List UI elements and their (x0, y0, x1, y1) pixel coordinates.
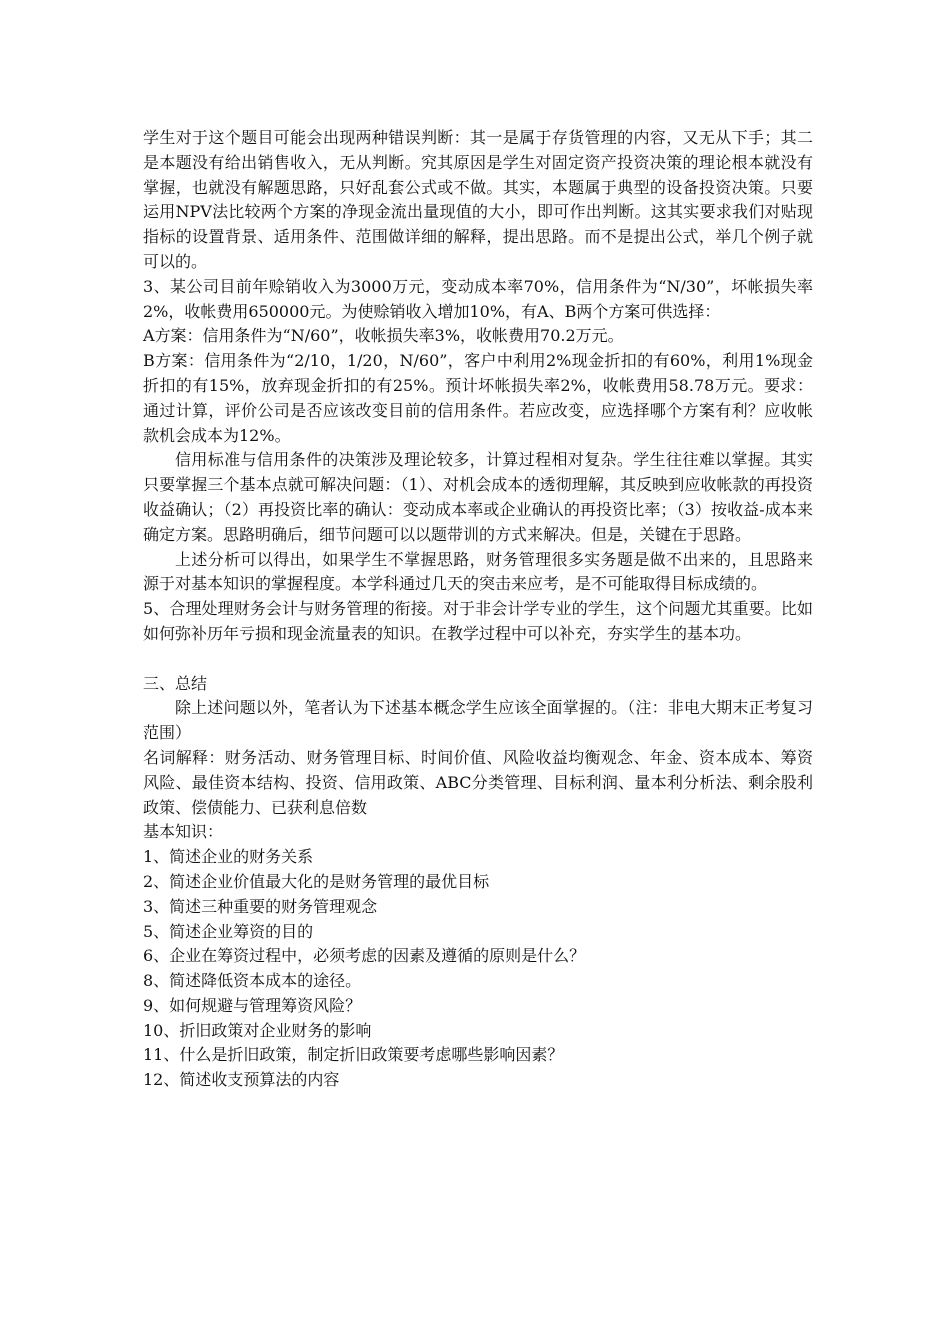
paragraph-conclusion-analysis: 上述分析可以得出，如果学生不掌握思路，财务管理很多实务题是做不出来的，且思路来源于对基本知识的掌握程度。本学科通过几天的突击来应考，是不可能取得目标成绩的。 (143, 549, 813, 594)
document-body (143, 126, 813, 1093)
list-item: 3、简述三种重要的财务管理观念 (143, 896, 378, 916)
list-item: 10、折旧政策对企业财务的影响 (143, 1020, 372, 1040)
paragraph-basic-knowledge-heading: 基本知识： (143, 822, 224, 842)
paragraph-plan-a: A方案：信用条件为“N/60”，收帐损失率3%，收帐费用70.2万元。 (143, 326, 624, 346)
paragraph-error-analysis: 学生对于这个题目可能会出现两种错误判断：其一是属于存货管理的内容，又无从下手；其二是本题没有给出销售收入，无从判断。究其原因是学生对固定资产投资决策的理论根本就没有掌握，也就没有解题思路，只好乱套公式或不做。其实，本题属于典型的设备投资决策。只要运用NPV法比较两个方案的净现金流出量现值的大小，即可作出判断。这其实要求我们对贴现指标的设置背景、适用条件、范围做详细的解释，提出思路。而不是提出公式，举几个例子就可以的。 (143, 128, 813, 271)
list-item: 2、简述企业价值最大化的是财务管理的最优目标 (143, 871, 490, 891)
knowledge-list (143, 845, 813, 1093)
list-item: 9、如何规避与管理筹资风险？ (143, 995, 362, 1015)
paragraph-summary-intro: 除上述问题以外，笔者认为下述基本概念学生应该全面掌握的。（注：非电大期末正考复习范围） (143, 698, 813, 743)
paragraph-point-5: 5、合理处理财务会计与财务管理的衔接。对于非会计学专业的学生，这个问题尤其重要。比如如何弥补历年亏损和现金流量表的知识。在教学过程中可以补充，夯实学生的基本功。 (143, 599, 813, 643)
list-item: 12、简述收支预算法的内容 (143, 1070, 340, 1090)
paragraph-plan-b: B方案：信用条件为“2/10，1/20，N/60”，客户中利用2%现金折扣的有60%，利用1%现金折扣的有15%，放弃现金折扣的有25%。预计坏帐损失率2%，收帐费用58.78万元。要求：通过计算，评价公司是否应该改变目前的信用条件。若应改变，应选择哪个方案有利？应收帐款机会成本为12%。 (143, 351, 813, 445)
list-item: 5、简述企业筹资的目的 (143, 921, 314, 941)
paragraph-credit-analysis: 信用标准与信用条件的决策涉及理论较多，计算过程相对复杂。学生往往难以掌握。其实只要掌握三个基本点就可解决问题：（1）、对机会成本的透彻理解，其反映到应收帐款的再投资收益确认；（2）再投资比率的确认：变动成本率或企业确认的再投资比率；（3）按收益-成本来确定方案。思路明确后，细节问题可以以题带训的方式来解决。但是，关键在于思路。 (143, 450, 813, 544)
list-item: 1、简述企业的财务关系 (143, 847, 314, 867)
blank-line (143, 647, 813, 672)
list-item: 8、简述降低资本成本的途径。 (143, 971, 362, 991)
paragraph-question-3: 3、某公司目前年赊销收入为3000万元，变动成本率70%，信用条件为“N/30”，坏帐损失率2%，收帐费用650000元。为使赊销收入增加10%，有A、B两个方案可供选择： (143, 276, 813, 321)
list-item: 11、什么是折旧政策，制定折旧政策要考虑哪些影响因素？ (143, 1045, 564, 1065)
list-item: 6、企业在筹资过程中，必须考虑的因素及遵循的原则是什么？ (143, 946, 586, 966)
paragraph-terms: 名词解释：财务活动、财务管理目标、时间价值、风险收益均衡观念、年金、资本成本、筹资风险、最佳资本结构、投资、信用政策、ABC分类管理、目标利润、量本利分析法、剩余股利政策、偿债能力、已获利息倍数 (143, 747, 813, 817)
section-title-summary: 三、总结 (143, 673, 208, 693)
